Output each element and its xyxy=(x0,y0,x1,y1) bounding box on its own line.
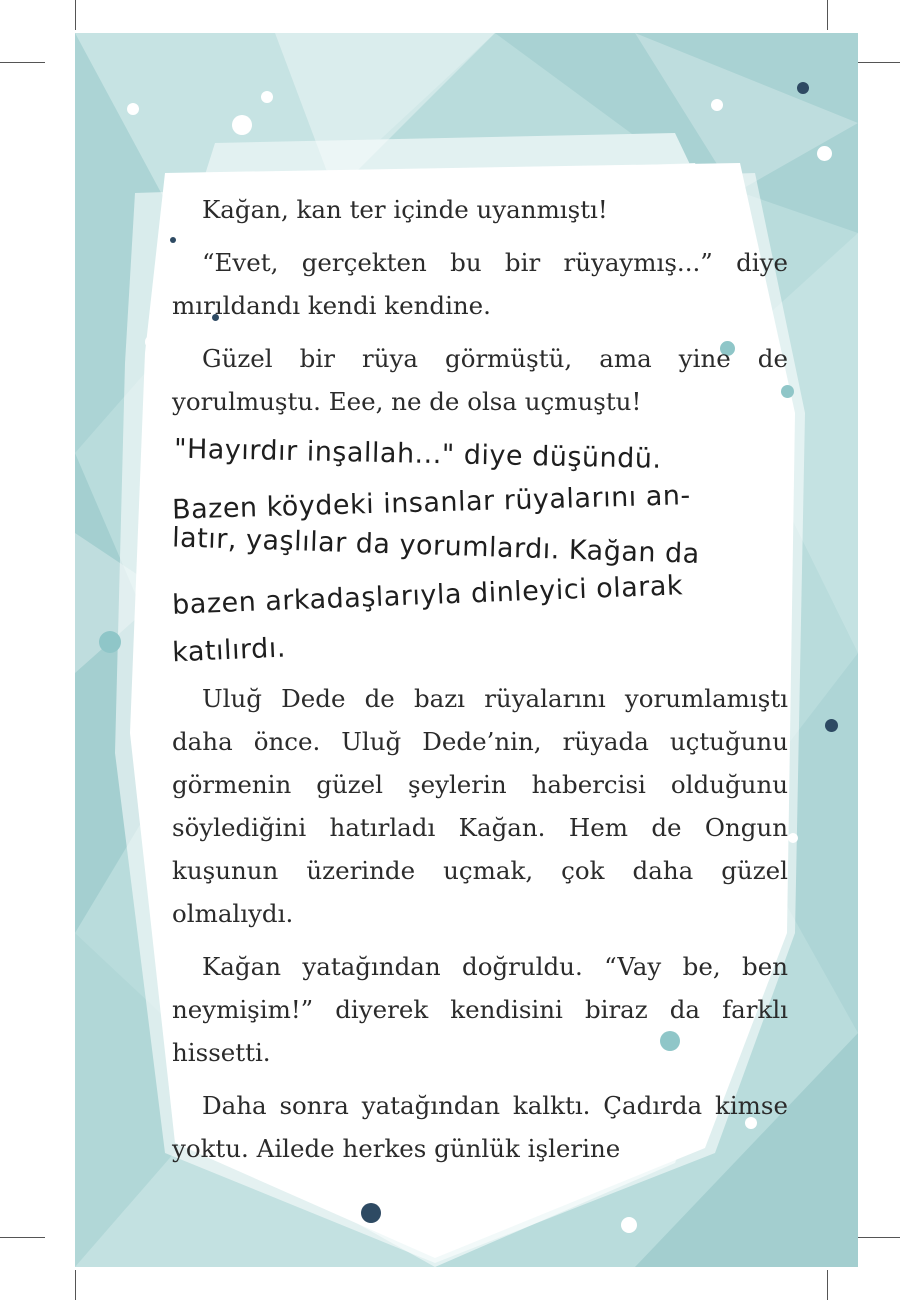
handwritten-line: bazen arkadaşlarıyla dinleyici olarak xyxy=(171,570,684,621)
crop-mark xyxy=(0,1237,45,1238)
decorative-dot xyxy=(621,1217,637,1233)
handwritten-line: "Hayırdır inşallah..." diye düşündü. xyxy=(173,433,662,475)
crop-mark xyxy=(0,62,45,63)
decorative-dot xyxy=(797,82,809,94)
paragraph: “Evet, gerçekten bu bir rüyaymış...” diye mırıldandı kendi kendine. xyxy=(172,248,788,320)
handwritten-passage xyxy=(171,433,788,669)
decorative-dot xyxy=(232,115,252,135)
paragraph: Uluğ Dede de bazı rüyalarını yorumlamıştı daha önce. Uluğ Dede’nin, rüyada uçtuğunu görmenin güzel şeylerin habercisi olduğunu söylediğini hatırladı Kağan. Hem de Ongun kuşunun üzerinde uçmak, çok daha güzel olmalıydı. xyxy=(172,684,788,928)
decorative-dot xyxy=(127,103,139,115)
handwritten-line: katılırdı. xyxy=(171,632,287,669)
paragraph: Güzel bir rüya görmüştü, ama yine de yorulmuştu. Eee, ne de olsa uçmuştu! xyxy=(172,344,788,416)
body-text xyxy=(172,188,788,1170)
crop-mark xyxy=(858,62,900,63)
paragraph: Kağan, kan ter içinde uyanmıştı! xyxy=(202,195,608,224)
book-page xyxy=(75,33,858,1267)
decorative-dot xyxy=(788,833,798,843)
crop-mark xyxy=(75,0,76,30)
decorative-dot xyxy=(711,99,723,111)
crop-mark xyxy=(827,0,828,30)
decorative-dot xyxy=(817,146,832,161)
handwritten-line: latır, yaşlılar da yorumlardı. Kağan da xyxy=(171,522,701,570)
crop-mark xyxy=(75,1270,76,1300)
decorative-dot xyxy=(145,335,159,349)
decorative-dot xyxy=(361,1203,381,1223)
crop-mark xyxy=(858,1237,900,1238)
decorative-dot xyxy=(99,631,121,653)
decorative-dot xyxy=(261,91,273,103)
decorative-dot xyxy=(825,719,838,732)
crop-mark xyxy=(827,1270,828,1300)
paragraph: Daha sonra yatağından kalktı. Çadırda kimse yoktu. Ailede herkes günlük işlerine xyxy=(172,1091,788,1163)
decorative-dot xyxy=(575,1171,589,1185)
paragraph: Kağan yatağından doğruldu. “Vay be, ben neymişim!” diyerek kendisini biraz da farklı hissetti. xyxy=(172,952,788,1067)
handwritten-line: Bazen köydeki insanlar rüyalarını an- xyxy=(171,480,692,526)
